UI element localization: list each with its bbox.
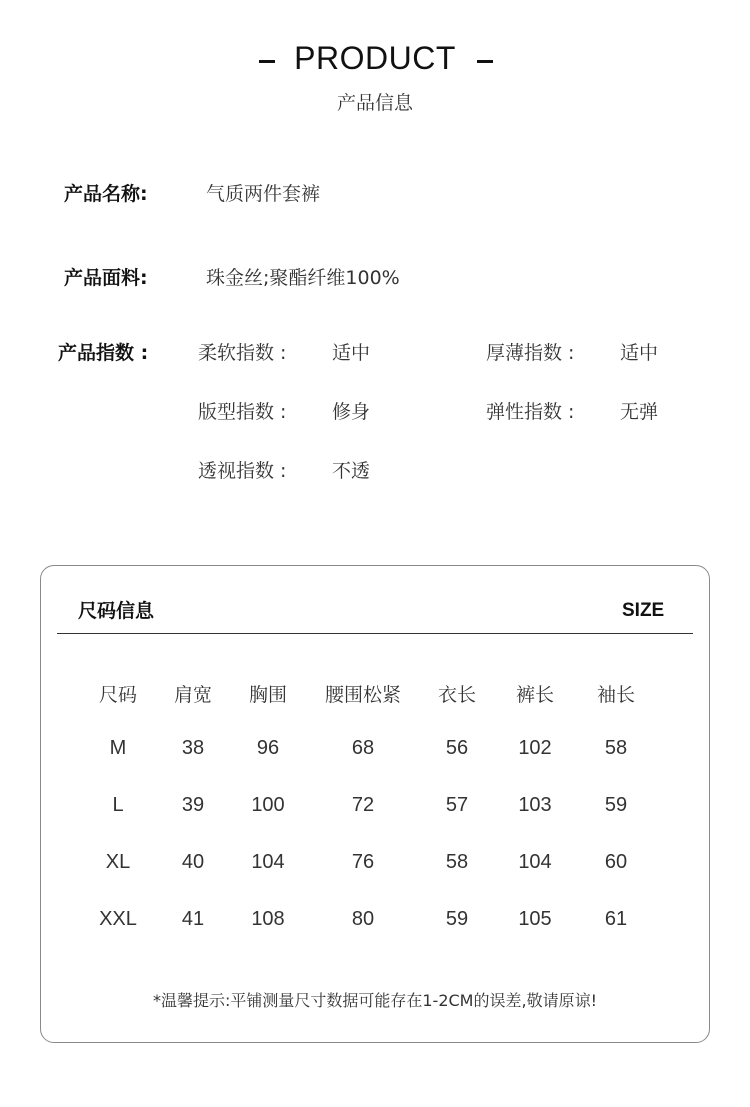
size-table-cell: 58 <box>445 851 469 873</box>
size-table-cell: 56 <box>445 737 469 759</box>
size-table-cell: 102 <box>518 737 552 759</box>
size-table-cell: 59 <box>604 794 628 816</box>
size-table-header: 胸围 <box>248 684 287 706</box>
index-thickness-value: 适中 <box>620 342 659 364</box>
size-card-divider <box>57 633 693 634</box>
index-fit-value: 修身 <box>332 401 371 423</box>
index-transparency-label: 透视指数 : <box>198 460 287 482</box>
size-table-cell: 41 <box>181 908 205 930</box>
size-table-cell: 108 <box>251 908 285 930</box>
size-table-header: 衣长 <box>437 684 476 706</box>
page-title: PRODUCT <box>294 40 456 76</box>
size-table-header: 尺码 <box>98 684 137 706</box>
size-table-cell: 100 <box>251 794 285 816</box>
product-name-label: 产品名称: <box>64 183 148 205</box>
product-fabric-label: 产品面料: <box>64 267 148 289</box>
size-badge: SIZE <box>622 600 665 621</box>
product-fabric-value: 珠金丝;聚酯纤维100% <box>206 267 400 289</box>
size-table-cell: 39 <box>181 794 205 816</box>
size-table-header: 肩宽 <box>173 684 212 706</box>
size-table-cell: 40 <box>181 851 205 873</box>
index-softness-value: 适中 <box>332 342 371 364</box>
size-table-cell: 104 <box>251 851 285 873</box>
size-table-cell: 57 <box>445 794 469 816</box>
size-table-cell: 61 <box>604 908 628 930</box>
size-table-cell: 104 <box>518 851 552 873</box>
page-subtitle: 产品信息 <box>336 92 413 114</box>
size-table-cell: 68 <box>351 737 375 759</box>
size-card-title: 尺码信息 <box>78 600 155 622</box>
size-table-cell: XL <box>105 851 131 873</box>
size-table-cell: M <box>109 737 127 759</box>
size-table-cell: L <box>112 794 124 816</box>
size-table-cell: 58 <box>604 737 628 759</box>
product-name-value: 气质两件套裤 <box>206 183 321 205</box>
index-elasticity-value: 无弹 <box>620 401 659 423</box>
size-table-cell: 96 <box>256 737 280 759</box>
size-table-header: 腰围松紧 <box>324 684 401 706</box>
index-transparency-value: 不透 <box>332 460 371 482</box>
size-table-header: 袖长 <box>596 684 635 706</box>
size-table-cell: 60 <box>604 851 628 873</box>
size-table-cell: 103 <box>518 794 552 816</box>
size-table-cell: XXL <box>99 908 137 930</box>
index-thickness-label: 厚薄指数 : <box>486 342 575 364</box>
title-dash-right <box>477 60 493 63</box>
size-table-cell: 76 <box>351 851 375 873</box>
index-elasticity-label: 弹性指数 : <box>486 401 575 423</box>
measurement-note: *温馨提示:平铺测量尺寸数据可能存在1-2CM的误差,敬请原谅! <box>152 991 597 1010</box>
size-table-cell: 72 <box>351 794 375 816</box>
index-fit-label: 版型指数 : <box>198 401 287 423</box>
index-softness-label: 柔软指数 : <box>198 342 287 364</box>
size-table-cell: 38 <box>181 737 205 759</box>
size-table-header: 裤长 <box>515 684 554 706</box>
size-table-cell: 80 <box>351 908 375 930</box>
product-index-label: 产品指数 : <box>58 342 149 364</box>
size-table-cell: 105 <box>518 908 552 930</box>
size-table-cell: 59 <box>445 908 469 930</box>
